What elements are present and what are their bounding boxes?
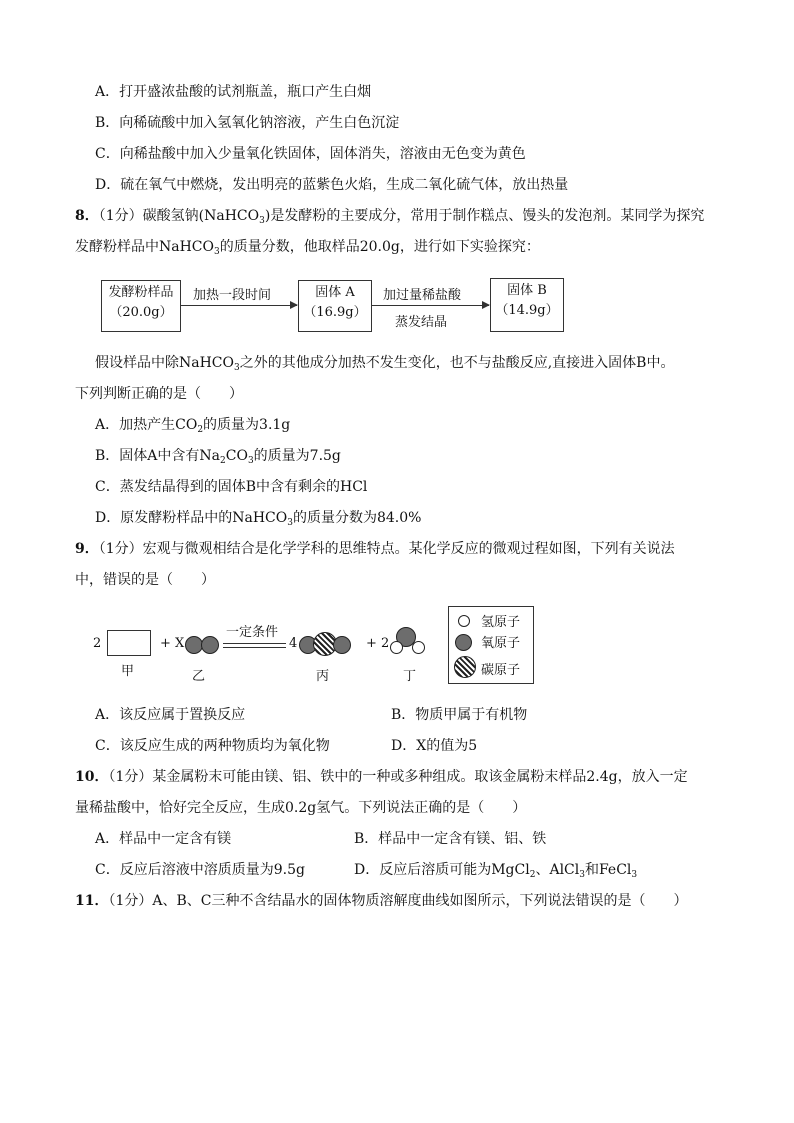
- ding-hydrogen-atom-2: [412, 641, 425, 654]
- q11-line1-text: （1分）A、B、C三种不含结晶水的固体物质溶解度曲线如图所示，下列说法错误的是（ ）: [108, 893, 688, 909]
- q8-stem-line1: [75, 206, 704, 226]
- flow-box-solid-a: [298, 280, 372, 332]
- equals-line-top: [223, 643, 286, 644]
- reaction-condition: 一定条件: [226, 625, 279, 640]
- q10-option-b: B．样品中一定含有镁、铝、铁: [354, 831, 547, 847]
- legend-oxygen-icon: [455, 634, 472, 651]
- legend-oxygen-label: 氧原子: [481, 636, 521, 651]
- coef-bing: 4: [289, 636, 298, 651]
- q9-option-b: B．物质甲属于有机物: [391, 707, 528, 723]
- jia-blank-box: [107, 630, 151, 656]
- q8-option-a: A．加热产生$CO_2$的质量为3.1g: [95, 417, 291, 435]
- atom-legend: [448, 606, 534, 684]
- flow-box-solid-b-name: 固体 B: [507, 283, 547, 298]
- q10-stem-line2: 量稀盐酸中，恰好完全反应，生成0.2g氢气。下列说法正确的是（ ）: [75, 800, 527, 816]
- q10-option-c: C．反应后溶液中溶质质量为9.5g: [95, 862, 305, 878]
- flow-box-solid-b-mass: （14.9g）: [495, 303, 559, 318]
- q11-number: 11．: [75, 893, 109, 909]
- flow-box-solid-b: [490, 278, 564, 332]
- q10-number: 10．: [75, 769, 109, 785]
- q10-stem-line1: [75, 767, 688, 787]
- flow-box-sample-mass: （20.0g）: [109, 305, 173, 320]
- name-bing: 丙: [316, 669, 330, 684]
- q7-option-a: A．打开盛浓盐酸的试剂瓶盖，瓶口产生白烟: [95, 84, 372, 100]
- bing-oxygen-atom-2: [333, 636, 351, 654]
- q8-stem-line2: 发酵粉样品中NaHCO$_3$的质量分数，他取样品20.0g，进行如下实验探究：: [75, 239, 540, 257]
- q9-number: 9．: [75, 541, 99, 557]
- plus-2: + 2: [366, 636, 390, 651]
- q9-option-a: A．该反应属于置换反应: [95, 707, 246, 723]
- q9-option-d: D．X的值为5: [391, 738, 478, 754]
- flow-arrow-2: [372, 305, 489, 306]
- q10-line1-text: （1分）某金属粉末可能由镁、铝、铁中的一种或多种组成。取该金属粉末样品2.4g，放入一定: [108, 769, 688, 785]
- yi-oxygen-atom-2: [201, 636, 219, 654]
- q8-assumption: 假设样品中除NaHCO$_3$之外的其他成分加热不发生变化，也不与盐酸反应,直接进入固体B中。: [95, 355, 675, 373]
- q8-line1-text: （1分）碳酸氢钠(NaHCO$_3$)是发酵粉的主要成分，常用于制作糕点、馒头的发泡剂。某同学为探究: [98, 208, 705, 226]
- q10-option-d: D．反应后溶质可能为MgCl$_2$、AlCl$_3$和FeCl$_3$: [354, 862, 638, 880]
- flow-box-solid-a-mass: （16.9g）: [303, 305, 367, 320]
- legend-carbon-icon: [454, 656, 476, 678]
- name-jia: 甲: [121, 664, 135, 679]
- flow-box-sample-name: 发酵粉样品: [108, 285, 174, 300]
- name-ding: 丁: [403, 669, 417, 684]
- legend-hydrogen-icon: [458, 615, 470, 627]
- q7-option-c: C．向稀盐酸中加入少量氧化铁固体，固体消失，溶液由无色变为黄色: [95, 146, 526, 162]
- q7-option-b: B．向稀硫酸中加入氢氧化钠溶液，产生白色沉淀: [95, 115, 400, 131]
- flow-box-solid-a-name: 固体 A: [315, 285, 355, 300]
- q9-stem-line1: [75, 539, 675, 559]
- plus-x: + X: [160, 636, 185, 651]
- q8-number: 8．: [75, 208, 99, 224]
- q8-option-b: B．固体A中含有$Na_2CO_3$的质量为7.5g: [95, 448, 341, 466]
- q8-question: 下列判断正确的是（ ）: [75, 386, 243, 402]
- q8-option-d: D．原发酵粉样品中的NaHCO$_3$的质量分数为84.0%: [95, 510, 422, 528]
- legend-hydrogen-label: 氢原子: [481, 615, 521, 630]
- flow-step-heat: 加热一段时间: [193, 288, 272, 303]
- q10-option-a: A．样品中一定含有镁: [95, 831, 232, 847]
- q9-option-c: C．该反应生成的两种物质均为氧化物: [95, 738, 330, 754]
- q9-stem-line2: 中，错误的是（ ）: [75, 572, 215, 588]
- flow-arrow-1: [181, 305, 297, 306]
- flow-box-sample: [101, 280, 181, 332]
- flow-step-evaporate: 蒸发结晶: [395, 315, 448, 330]
- flow-step-hcl: 加过量稀盐酸: [383, 288, 462, 303]
- ding-hydrogen-atom-1: [390, 641, 403, 654]
- q11-stem-line1: [75, 891, 688, 911]
- q8-option-c: C．蒸发结晶得到的固体B中含有剩余的HCl: [95, 479, 368, 495]
- q7-option-d: D．硫在氧气中燃烧，发出明亮的蓝紫色火焰，生成二氧化硫气体，放出热量: [95, 177, 569, 193]
- equals-line-bottom: [223, 647, 286, 648]
- legend-carbon-label: 碳原子: [481, 663, 521, 678]
- coef-jia: 2: [93, 636, 102, 651]
- name-yi: 乙: [192, 669, 206, 684]
- q9-line1-text: （1分）宏观与微观相结合是化学学科的思维特点。某化学反应的微观过程如图，下列有关说法: [98, 541, 675, 557]
